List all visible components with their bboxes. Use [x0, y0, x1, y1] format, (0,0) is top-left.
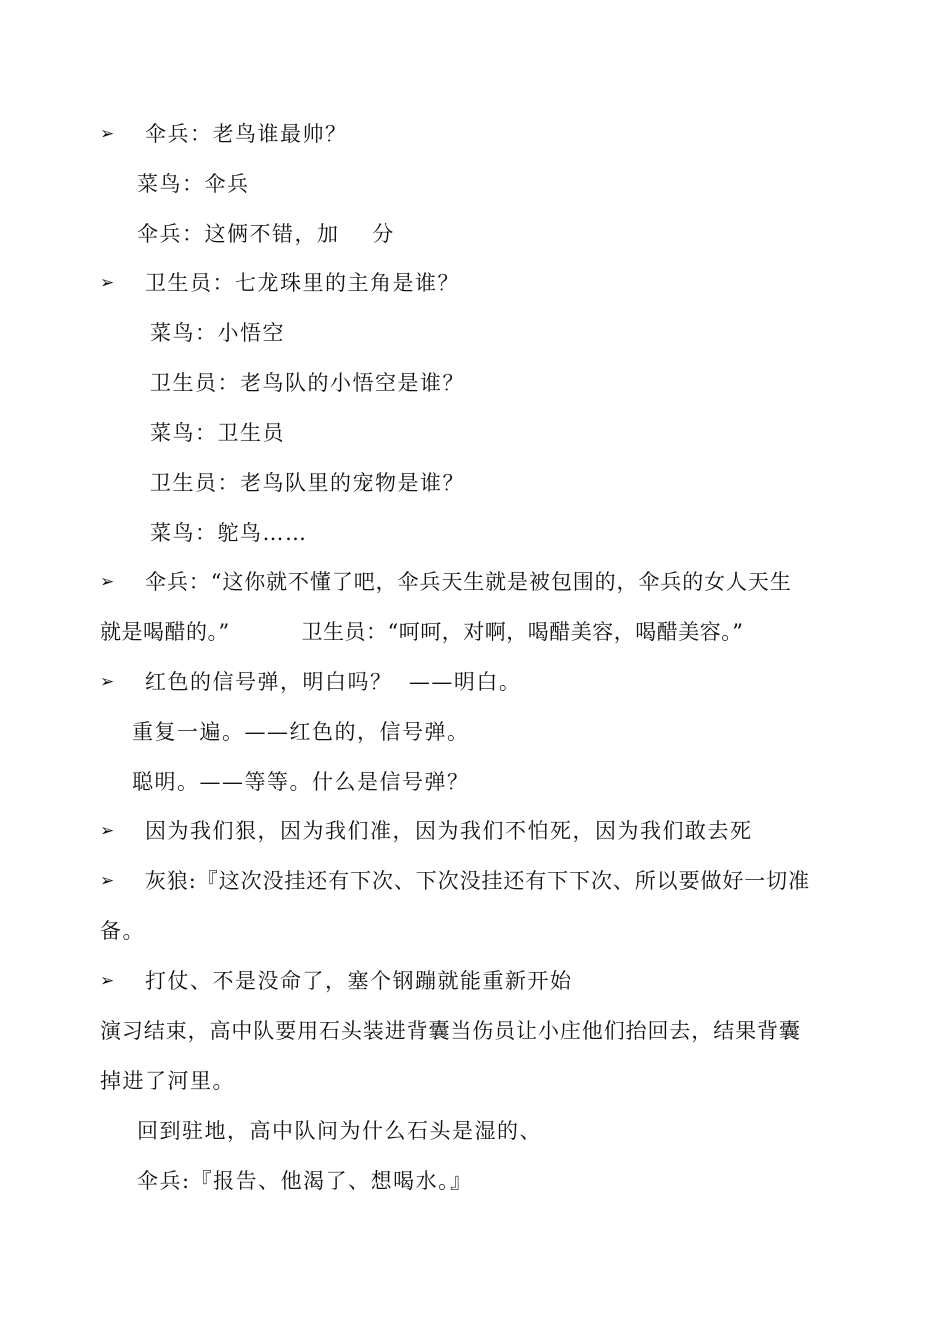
- text-line: 伞兵：“这你就不懂了吧，伞兵天生就是被包围的，伞兵的女人天生: [145, 570, 792, 594]
- text-line: 备。: [100, 919, 145, 943]
- text-line: 红色的信号弹，明白吗？ ——明白。: [145, 670, 522, 694]
- text-line: 卫生员：老鸟队里的宠物是谁？: [150, 471, 465, 495]
- text-line: 回到驻地，高中队问为什么石头是湿的、: [137, 1119, 542, 1143]
- bullet-icon: ➢: [100, 124, 115, 144]
- text-line: 伞兵:『报告、他渴了、想喝水。』: [137, 1169, 473, 1193]
- bullet-icon: ➢: [100, 971, 115, 991]
- bullet-icon: ➢: [100, 572, 115, 592]
- text-line: 卫生员：老鸟队的小悟空是谁？: [150, 371, 465, 395]
- text-line: 菜鸟：小悟空: [150, 321, 285, 345]
- bullet-icon: ➢: [100, 871, 115, 891]
- text-line: 菜鸟：伞兵: [137, 172, 250, 196]
- text-line: 打仗、不是没命了，塞个钢蹦就能重新开始: [145, 969, 573, 993]
- text-line: 就是喝醋的。” 卫生员：“呵呵，对啊，喝醋美容，喝醋美容。”: [100, 620, 744, 644]
- text-line: 重复一遍。——红色的，信号弹。: [132, 720, 470, 744]
- text-line: 聪明。——等等。什么是信号弹？: [132, 770, 470, 794]
- text-line: 灰狼:『这次没挂还有下次、下次没挂还有下下次、所以要做好一切准: [145, 869, 810, 893]
- text-line: 卫生员：七龙珠里的主角是谁？: [145, 271, 460, 295]
- text-line: 伞兵：老鸟谁最帅？: [145, 122, 348, 146]
- bullet-icon: ➢: [100, 273, 115, 293]
- text-line: 菜鸟：鸵鸟……: [150, 521, 308, 545]
- text-line: 演习结束，高中队要用石头装进背囊当伤员让小庄他们抬回去，结果背囊: [100, 1019, 801, 1043]
- text-line: 伞兵：这俩不错，加 分: [137, 222, 395, 246]
- bullet-icon: ➢: [100, 672, 115, 692]
- bullet-icon: ➢: [100, 821, 115, 841]
- text-line: 菜鸟：卫生员: [150, 421, 285, 445]
- text-line: 掉进了河里。: [100, 1069, 235, 1093]
- text-line: 因为我们狠，因为我们准，因为我们不怕死，因为我们敢去死: [145, 819, 753, 843]
